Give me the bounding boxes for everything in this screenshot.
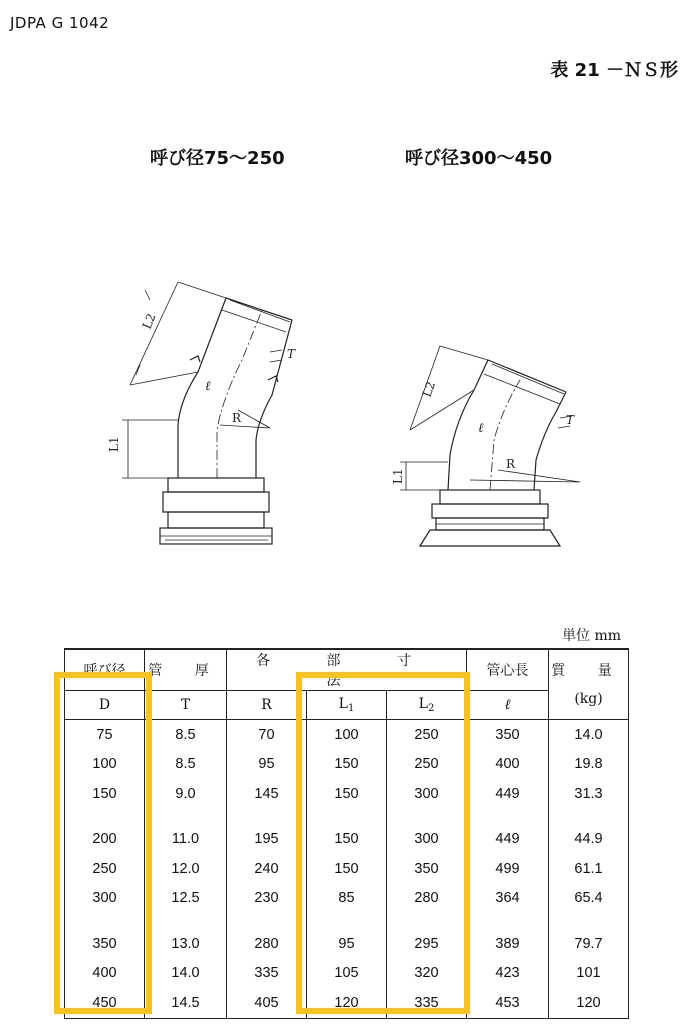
- cell-l2: 300: [387, 809, 467, 855]
- cell-l2: 250: [387, 750, 467, 780]
- cell-t: 11.0: [145, 809, 227, 855]
- cell-r: 405: [227, 988, 307, 1018]
- cell-weight: 31.3: [549, 779, 629, 809]
- cell-r: 145: [227, 779, 307, 809]
- cell-t: 14.5: [145, 988, 227, 1018]
- cell-l2: 250: [387, 720, 467, 750]
- cell-len: 423: [467, 959, 549, 989]
- cell-l1: 150: [307, 750, 387, 780]
- cell-len: 350: [467, 720, 549, 750]
- left-figure-caption: 呼び径75〜250: [150, 148, 285, 169]
- cell-l1: 150: [307, 854, 387, 884]
- unit-label: 単位 mm: [562, 628, 622, 644]
- cell-len: 449: [467, 779, 549, 809]
- cell-weight: 101: [549, 959, 629, 989]
- cell-r: 70: [227, 720, 307, 750]
- cell-d: 350: [65, 913, 145, 959]
- header-thickness: 管 厚: [145, 649, 227, 691]
- cell-d: 300: [65, 884, 145, 914]
- header-center-length: 管心長: [467, 649, 549, 691]
- cell-len: 449: [467, 809, 549, 855]
- right-l1-label: L1: [391, 468, 405, 484]
- header-l2-sub: 2: [427, 703, 435, 714]
- left-l2-label: L2: [139, 311, 159, 332]
- cell-l2: 350: [387, 854, 467, 884]
- cell-l1: 150: [307, 809, 387, 855]
- cell-d: 75: [65, 720, 145, 750]
- standard-id: JDPA G 1042: [10, 14, 110, 32]
- cell-l2: 300: [387, 779, 467, 809]
- header-dimensions: 各 部 寸 法: [227, 649, 467, 691]
- left-t-label: T: [287, 347, 296, 361]
- cell-len: 389: [467, 913, 549, 959]
- right-figure-caption: 呼び径300〜450: [405, 148, 553, 169]
- cell-r: 95: [227, 750, 307, 780]
- cell-t: 8.5: [145, 720, 227, 750]
- cell-t: 14.0: [145, 959, 227, 989]
- left-l1-label: L1: [107, 436, 121, 452]
- cell-d: 100: [65, 750, 145, 780]
- cell-t: 12.5: [145, 884, 227, 914]
- header-weight: 質 量: [549, 649, 629, 691]
- cell-l1: 105: [307, 959, 387, 989]
- left-len-label: ℓ: [205, 379, 211, 394]
- cell-d: 400: [65, 959, 145, 989]
- cell-t: 12.0: [145, 854, 227, 884]
- right-l2-label: L2: [419, 379, 439, 400]
- cell-l1: 120: [307, 988, 387, 1018]
- cell-weight: 19.8: [549, 750, 629, 780]
- header-l1-sub: 1: [347, 703, 355, 714]
- left-r-label: R: [232, 411, 242, 425]
- cell-weight: 14.0: [549, 720, 629, 750]
- cell-weight: 44.9: [549, 809, 629, 855]
- highlight-d-column: [54, 672, 152, 1014]
- cell-len: 499: [467, 854, 549, 884]
- cell-weight: 79.7: [549, 913, 629, 959]
- cell-weight: 65.4: [549, 884, 629, 914]
- cell-len: 453: [467, 988, 549, 1018]
- cell-r: 280: [227, 913, 307, 959]
- cell-l2: 335: [387, 988, 467, 1018]
- cell-r: 195: [227, 809, 307, 855]
- header-l1-main: L: [338, 696, 348, 712]
- right-len-label: ℓ: [478, 421, 484, 436]
- right-t-label: T: [566, 413, 575, 427]
- cell-t: 13.0: [145, 913, 227, 959]
- cell-d: 250: [65, 854, 145, 884]
- header-r: R: [227, 691, 307, 720]
- header-t: T: [145, 691, 227, 720]
- cell-r: 230: [227, 884, 307, 914]
- highlight-l-columns: [296, 672, 470, 1014]
- cell-l1: 95: [307, 913, 387, 959]
- cell-weight: 61.1: [549, 854, 629, 884]
- cell-weight: 120: [549, 988, 629, 1018]
- header-len: ℓ: [467, 691, 549, 720]
- cell-len: 364: [467, 884, 549, 914]
- cell-r: 240: [227, 854, 307, 884]
- right-r-label: R: [506, 457, 516, 471]
- header-weight-unit: (kg): [549, 691, 629, 720]
- cell-l1: 150: [307, 779, 387, 809]
- cell-l2: 295: [387, 913, 467, 959]
- cell-t: 9.0: [145, 779, 227, 809]
- cell-len: 400: [467, 750, 549, 780]
- cell-l2: 280: [387, 884, 467, 914]
- cell-r: 335: [227, 959, 307, 989]
- header-l2-main: L: [418, 696, 428, 712]
- right-bend-drawing: [400, 346, 580, 546]
- cell-l2: 320: [387, 959, 467, 989]
- cell-d: 200: [65, 809, 145, 855]
- cell-d: 450: [65, 988, 145, 1018]
- header-nominal: 呼び径: [65, 649, 145, 691]
- cell-d: 150: [65, 779, 145, 809]
- cell-l1: 85: [307, 884, 387, 914]
- header-d: D: [65, 691, 145, 720]
- cell-t: 8.5: [145, 750, 227, 780]
- cell-l1: 100: [307, 720, 387, 750]
- table-title: 表 21 －ＮＳ形: [550, 60, 678, 81]
